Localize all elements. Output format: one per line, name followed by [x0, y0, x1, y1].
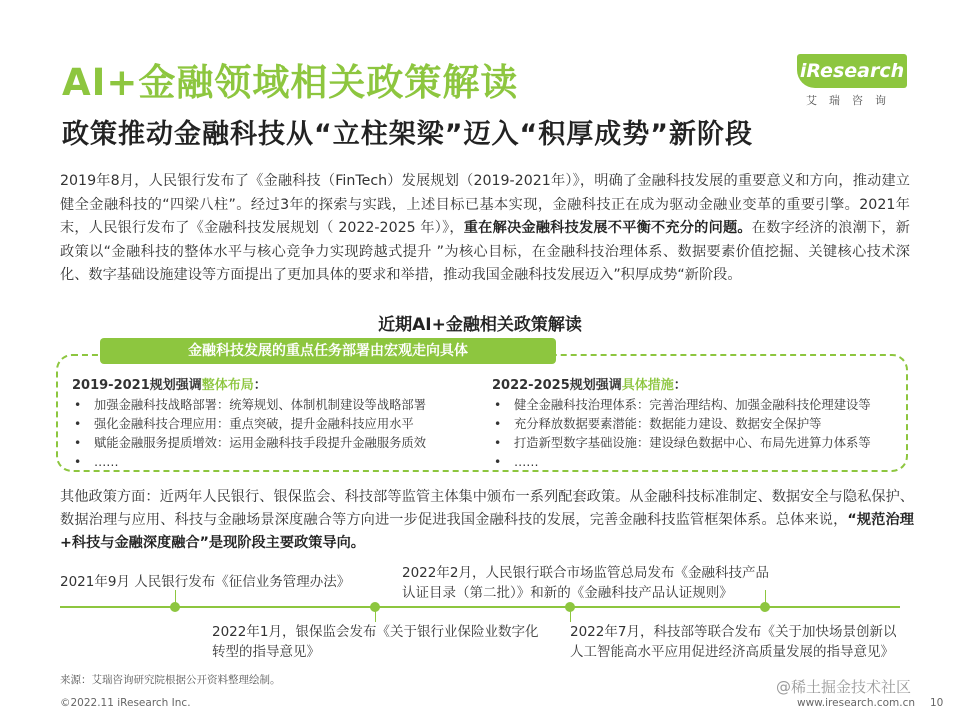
list-item: • …… [72, 453, 472, 472]
list-item: • 赋能金融服务提质增效：运用金融科技手段提升金融服务质效 [72, 434, 472, 453]
page-subtitle: 政策推动金融科技从“立柱架梁”迈入“积厚成势”新阶段 [62, 119, 753, 150]
page-number: 10 [930, 697, 944, 709]
other-highlight: “规范治理+科技与金融深度融合”是现阶段主要政策导向。 [60, 512, 914, 551]
iresearch-logo [793, 50, 911, 108]
column-heading-prefix: 2019-2021规划强调 [72, 378, 202, 393]
logo-cn-text: 艾瑞咨询 [806, 94, 898, 107]
timeline-stem [175, 590, 176, 604]
timeline-line [60, 606, 900, 608]
timeline-event: 2021年9月 人民银行发布《征信业务管理办法》 [60, 574, 351, 590]
copyright: ©2022.11 iResearch Inc. [60, 697, 191, 709]
list-item: • 健全金融科技治理体系：完善治理结构、加强金融科技伦理建设等 [492, 396, 902, 415]
watermark: @稀土掘金技术社区 [776, 678, 912, 696]
policy-2019-2021-column [72, 376, 472, 472]
list-item: • 强化金融科技合理应用：重点突破，提升金融科技应用水平 [72, 415, 472, 434]
timeline-stem [570, 610, 571, 622]
website-link[interactable]: www.iresearch.com.cn [797, 697, 916, 709]
timeline-event: 2022年2月，人民银行联合市场监管总局发布《金融科技产品认证目录（第二批）》和新的《金融科技产品认证规则》 [402, 565, 769, 601]
page-title: AI+金融领域相关政策解读 [62, 61, 519, 104]
column-heading-focus: 具体措施 [621, 378, 674, 393]
policy-2022-2025-column [492, 376, 902, 472]
section-title: 近期AI+金融相关政策解读 [378, 315, 582, 335]
column-heading-suffix: ： [253, 378, 267, 393]
timeline-event: 2022年1月，银保监会发布《关于银行业保险业数字化转型的指导意见》 [212, 624, 539, 660]
other-policies-paragraph [60, 486, 914, 555]
list-item: • 加强金融科技战略部署：统筹规划、体制机制建设等战略部署 [72, 396, 472, 415]
timeline-event: 2022年7月，科技部等联合发布《关于加快场景创新以人工智能高水平应用促进经济高质量发展的指导意见》 [570, 624, 897, 660]
column-heading [72, 376, 472, 395]
intro-highlight: 重在解决金融科技发展不平衡不充分的问题。 [463, 220, 752, 236]
intro-paragraph [60, 170, 910, 288]
column-heading-suffix: ： [673, 378, 687, 393]
bullet-list [492, 396, 902, 472]
column-heading [492, 376, 902, 395]
timeline-stem [375, 610, 376, 622]
list-item: • 打造新型数字基础设施：建设绿色数据中心、布局先进算力体系等 [492, 434, 902, 453]
list-item: • 充分释放数据要素潜能：数据能力建设、数据安全保护等 [492, 415, 902, 434]
bullet-list [72, 396, 472, 472]
list-item: • …… [492, 453, 902, 472]
column-heading-focus: 整体布局 [201, 378, 254, 393]
intro-text-2: 在数字经济的浪潮下，新政策以“金融科技的整体水平与核心竞争力实现跨越式提升 ”为核心目标，在金融科技治理体系、数据要素价值挖掘、关键核心技术深化、数字基础设施建设等方面提出了更加具体的要求和举措，推动我国金融科技发展迈入”积厚成势“新阶段。 [60, 220, 910, 283]
intro-text-1: 2019年8月，人民银行发布了《金融科技（FinTech）发展规划（2019-2021年）》，明确了金融科技发展的重要意义和方向，推动建立健全金融科技的“四梁八柱”。经过3年的探索与实践，上述目标已基本实现，金融科技正在成为驱动金融业变革的重要引擎。2021年末，人民银行发布了《金融科技发展规划（ 2022-2025 年）》， [60, 173, 910, 236]
other-text: 其他政策方面：近两年人民银行、银保监会、科技部等监管主体集中颁布一系列配套政策。从金融科技标准制定、数据安全与隐私保护、数据治理与应用、科技与金融场景深度融合等方向进一步促进我国金融科技的发展，完善金融科技监管框架体系。总体来说， [60, 489, 914, 528]
logo-wordmark: iResearch [797, 54, 907, 88]
source-note: 来源：艾瑞咨询研究院根据公开资料整理绘制。 [60, 674, 281, 686]
section-banner: 金融科技发展的重点任务部署由宏观走向具体 [100, 338, 556, 364]
column-heading-prefix: 2022-2025规划强调 [492, 378, 622, 393]
